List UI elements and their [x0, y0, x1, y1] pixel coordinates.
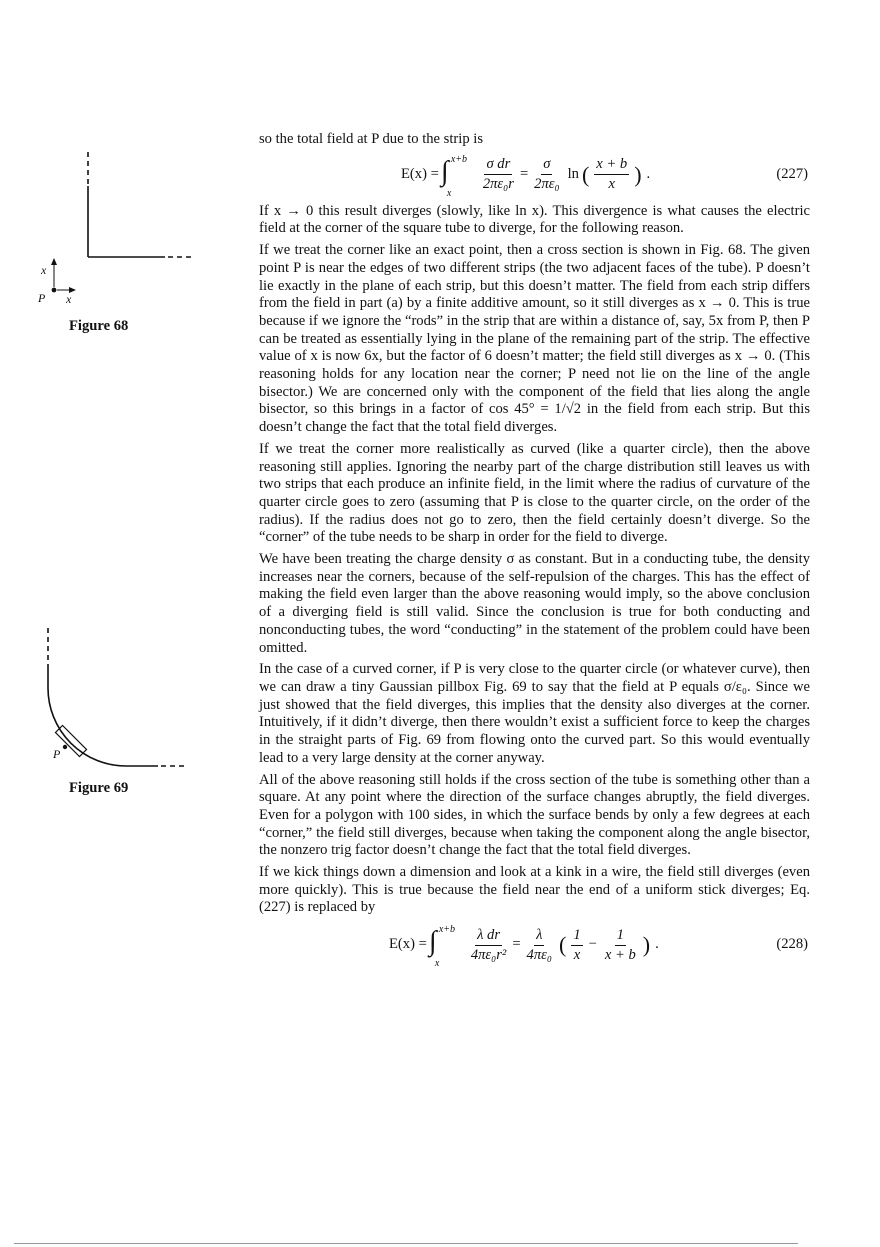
eq228-f3-num: 1 [571, 927, 582, 946]
paragraph-4: We have been treating the charge density σ as constant. But in a conducting tube, the density increases near the corners, because of the self-repulsion of the charges. This has the effect of making the field even larger than the above reasoning would imply, so the above conclusion of a diverging field is still valid. Since the conclusion is true for both conducting and nonconducting tubes, the word “conducting” in the statement of the problem could have been omitted. [259, 551, 810, 656]
figure-69-diagram [30, 622, 200, 782]
eq227-equals: = [519, 165, 529, 182]
eq227-f2-den: 2πε₀ [534, 176, 560, 193]
eq227-lhs: E(x) = [401, 165, 439, 182]
eq228-f1-num: λ dr [475, 927, 502, 946]
fig69-curved-corner [48, 668, 158, 766]
eq227-f3-num: x + b [594, 156, 629, 175]
eq228-minus: − [588, 936, 597, 953]
paragraph-2: If we treat the corner like an exact point, then a cross section is shown in Fig. 68. The given point P is near the edges of two different strips (the two adjacent faces of the tube). P doesn’t lie exactly in the plane of each strip, but this doesn’t matter. The field from each strip differs from the field in part (a) by a finite additive amount, so it still diverges as x → 0. This is true because if we ignore the “rods” in the strip that are within a distance of, say, 5x from P, then P can be treated as essentially lying in the plane of the remaining part of the strip. The effective value of x is now 6x, but the factor of 6 doesn’t matter; the field still diverges as x → 0. (This reasoning holds for any location near the corner; P need not lie on the line of the angle bisector.) We are concerned only with the component of the field that lies along the angle bisector, so this brings in a factor of cos 45° = 1/√2 in the field from each strip. But this doesn’t change the fact that the total field diverges. [259, 242, 810, 436]
eq228-f1-den: 4πε₀r² [470, 946, 507, 963]
figure-68-diagram [30, 148, 210, 318]
fig69-point-p [63, 745, 67, 749]
fig69-label-p: P [53, 747, 61, 761]
eq227-number: (227) [776, 165, 808, 182]
eq228-f2-den: 4πε₀ [526, 946, 552, 963]
eq227-f3-den: x [608, 176, 615, 193]
eq228-int-lower: x [434, 958, 440, 970]
eq227-frac-3 [594, 156, 629, 193]
eq228-equals: = [512, 936, 521, 953]
eq228-frac-4 [603, 927, 638, 964]
equation-227: E(x) = ∫ x+b x $\frac{\text{σ dr}}{\text{2πε₀r}}$ = $\frac{\sigma}{\text{2πε₀}}$ ln ( $\frac{x + b}{x}$ ) . (227) [259, 151, 810, 199]
eq228-int-upper: x+b [438, 924, 455, 936]
fig68-label-x-vertical: x [41, 263, 47, 277]
eq227-frac-1 [481, 156, 516, 193]
fig68-label-x-horizontal: x [66, 292, 72, 306]
paragraph-6: All of the above reasoning still holds if the cross section of the tube is something other than a square. At any point where the direction of the surface changes abruptly, the field diverges. Even for a polygon with 100 sides, in which the surface bends by only a few degrees at each “corner,” the field still diverges, because when taking the component along the angle bisector, the nonzero trig factor doesn’t change the fact that the total field diverges. [259, 771, 810, 859]
equation-228: E(x) = ∫ x+b x $\frac{\text{λ dr}}{\text{4πε₀r²}}$ = $\frac{\lambda}{\text{4πε₀}}$ ( $\frac{1}{x}$ − $\frac{1}{x + b}$ ) . (228) [259, 921, 810, 969]
eq227-ln: ln [567, 165, 579, 182]
eq228-f4-num: 1 [615, 927, 626, 946]
eq227-f2-num: σ [541, 156, 552, 175]
eq228-number: (228) [776, 936, 808, 953]
paragraph-3: If we treat the corner more realistically as curved (like a quarter circle), then the above reasoning still applies. Ignoring the nearby part of the charge distribution still leaves us with two strips that each produce an infinite field, in the limit where the radius of curvature of the quarter circle goes to zero (assuming that P is close to the quarter circle, on the order of the radius). If the radius does not go to zero, then the field certainly doesn’t diverge. So the “corner” of the tube needs to be sharp in order for the field to diverge. [259, 440, 810, 546]
eq228-end: . [655, 936, 659, 953]
paragraph-0: so the total field at P due to the strip is [259, 131, 484, 147]
fig68-arrowhead-up [51, 258, 57, 265]
figure-69-caption: Figure 69 [69, 780, 129, 796]
eq228-f2-num: λ [534, 927, 544, 946]
fig68-point-p [52, 288, 57, 293]
eq227-int-upper: x+b [450, 153, 467, 165]
eq227-f1-num: σ dr [484, 156, 512, 175]
paragraph-1: If x → 0 this result diverges (slowly, like ln x). This divergence is what causes the electric field at the corner of the square tube to diverge, for the following reason. [259, 202, 810, 237]
paragraph-7: If we kick things down a dimension and look at a kink in a wire, the field still diverges (even more quickly). This is true because the field near the end of a uniform stick diverges; Eq. (227) is replaced by [259, 864, 810, 916]
eq228-f3-den: x [573, 946, 581, 963]
eq227-f1-den: 2πε₀r [482, 176, 514, 193]
eq227-int-lower: x [446, 187, 452, 199]
eq227-end: . [646, 165, 651, 182]
paragraph-5: In the case of a curved corner, if P is very close to the quarter circle (or whatever curve), then we can draw a tiny Gaussian pillbox Fig. 69 to say that the field at P equals σ/ε₀. Since we just showed that the field diverges, this implies that the density also diverges at the corner. Intuitively, if it didn’t diverge, then there wouldn’t exist a sufficient force to keep the charges in the straight parts of Fig. 69 from flowing onto the curved part. So this would eventually lead to a very large density at the corner anyway. [259, 661, 810, 766]
eq228-f4-den: x + b [604, 946, 636, 963]
eq227-frac-2 [532, 156, 561, 193]
eq228-frac-1 [469, 927, 509, 964]
eq228-lhs: E(x) = [389, 936, 427, 953]
footer-rule [14, 1243, 798, 1244]
fig68-label-p: P [38, 291, 46, 305]
eq227-integral: ∫ x+b x [441, 151, 475, 199]
eq228-frac-3 [571, 927, 582, 964]
main-text-column [259, 131, 810, 973]
eq228-frac-2 [525, 927, 554, 964]
eq228-integral: ∫ x+b x [429, 921, 463, 969]
figure-68-caption: Figure 68 [69, 318, 129, 334]
